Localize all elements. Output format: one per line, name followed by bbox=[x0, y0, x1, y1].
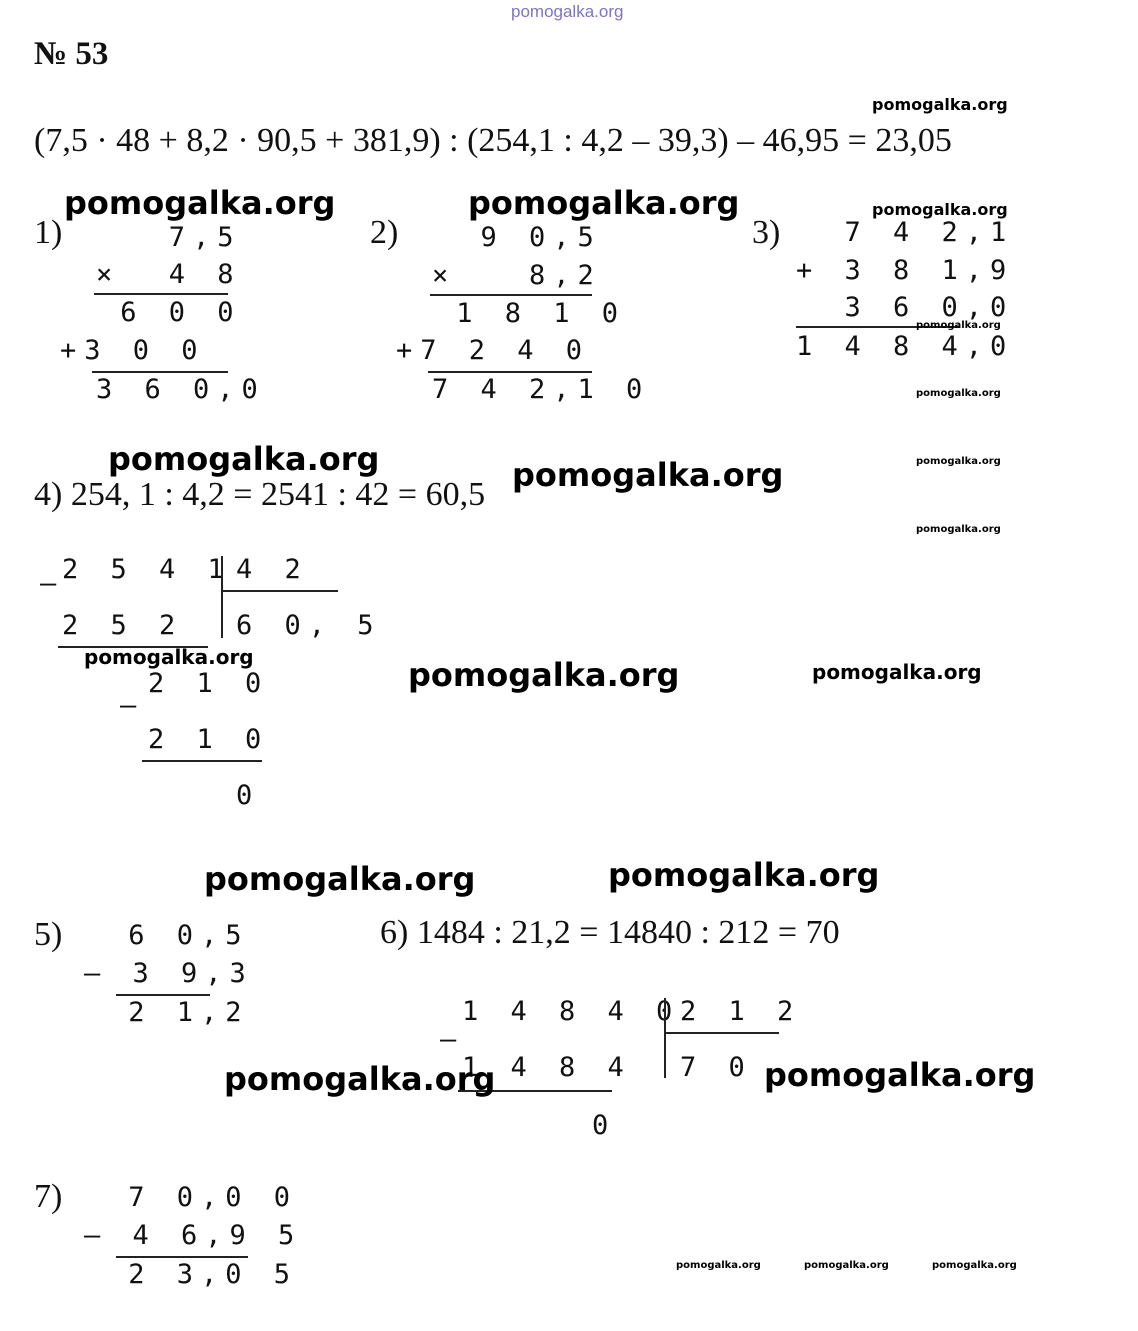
step-1-rule bbox=[92, 371, 228, 373]
step-4-sub2: 2 1 0 bbox=[148, 724, 270, 755]
step-1-row: 7,5 bbox=[96, 222, 242, 253]
step-5-row: 6 0,5 bbox=[104, 920, 250, 951]
step-6-sub1: 1 4 8 4 bbox=[462, 1052, 632, 1083]
step-4-quotient: 6 0, 5 bbox=[236, 610, 382, 641]
step-3-label: 3) bbox=[752, 214, 781, 251]
step-3-row: 1 4 8 4,0 bbox=[796, 331, 1015, 362]
step-3-row: 3 6 0,0 bbox=[796, 292, 1015, 323]
watermark-text: pomogalka.org bbox=[812, 660, 982, 684]
step-4-rule bbox=[142, 760, 262, 762]
watermark-text: pomogalka.org bbox=[108, 440, 380, 478]
watermark-text: pomogalka.org bbox=[204, 860, 476, 898]
watermark-text: pomogalka.org bbox=[468, 184, 740, 222]
step-4-dividend: 2 5 4 1 bbox=[62, 554, 232, 585]
watermark-text: pomogalka.org bbox=[872, 95, 1008, 114]
step-6-rem: 0 bbox=[592, 1110, 617, 1141]
step-1-row: 3 6 0,0 bbox=[96, 374, 266, 405]
step-6-quotient: 7 0 bbox=[680, 1052, 753, 1083]
step-5-rule bbox=[116, 994, 210, 996]
step-7-row: – 4 6,9 5 bbox=[84, 1220, 303, 1251]
watermark-text: pomogalka.org bbox=[224, 1060, 496, 1098]
step-4-sub1: 2 5 2 bbox=[62, 610, 184, 641]
step-4-equation: 4) 254, 1 : 4,2 = 2541 : 42 = 60,5 bbox=[34, 476, 486, 513]
watermark-text: pomogalka.org bbox=[608, 856, 880, 894]
problem-title: № 53 bbox=[34, 36, 109, 72]
step-3-row: + 3 8 1,9 bbox=[796, 255, 1015, 286]
step-7-label: 7) bbox=[34, 1178, 63, 1215]
step-4-minus: – bbox=[120, 690, 137, 721]
step-2-rule bbox=[430, 294, 592, 296]
step-6-minus: – bbox=[440, 1024, 457, 1055]
step-5-row: – 3 9,3 bbox=[84, 958, 254, 989]
step-4-division-bar bbox=[221, 556, 223, 638]
step-4-minus: – bbox=[40, 568, 57, 599]
top-watermark: pomogalka.org bbox=[511, 2, 624, 21]
watermark-text: pomogalka.org bbox=[916, 524, 1001, 535]
step-5-label: 5) bbox=[34, 916, 63, 953]
watermark-text: pomogalka.org bbox=[64, 184, 336, 222]
step-6-dividend: 1 4 8 4 0 bbox=[462, 996, 681, 1027]
watermark-text: pomogalka.org bbox=[872, 200, 1008, 219]
step-2-row: 7 4 2,1 0 bbox=[432, 374, 651, 405]
step-6-divisor: 2 1 2 bbox=[680, 996, 802, 1027]
step-5-row: 2 1,2 bbox=[104, 997, 250, 1028]
step-4-quotient-rule bbox=[222, 590, 338, 592]
step-1-row: 6 0 0 bbox=[96, 297, 242, 328]
watermark-text: pomogalka.org bbox=[676, 1260, 761, 1271]
watermark-text: pomogalka.org bbox=[932, 1260, 1017, 1271]
step-4-rem2: 0 bbox=[236, 780, 261, 811]
step-2-row: 9 0,5 bbox=[432, 222, 602, 253]
step-7-rule bbox=[116, 1256, 248, 1258]
watermark-text: pomogalka.org bbox=[916, 320, 1001, 331]
step-7-row: 7 0,0 0 bbox=[104, 1182, 299, 1213]
watermark-text: pomogalka.org bbox=[512, 456, 784, 494]
main-expression: (7,5 · 48 + 8,2 · 90,5 + 381,9) : (254,1 : 4,2 – 39,3) – 46,95 = 23,05 bbox=[34, 122, 952, 159]
step-2-row: +7 2 4 0 bbox=[396, 335, 591, 366]
step-1-label: 1) bbox=[34, 214, 63, 251]
step-4-rem1: 2 1 0 bbox=[148, 668, 270, 699]
step-3-row: 7 4 2,1 bbox=[796, 217, 1015, 248]
step-6-equation: 6) 1484 : 21,2 = 14840 : 212 = 70 bbox=[380, 914, 840, 951]
watermark-text: pomogalka.org bbox=[408, 656, 680, 694]
step-2-rule bbox=[428, 371, 592, 373]
step-2-row: 1 8 1 0 bbox=[432, 298, 627, 329]
step-2-row: × 8,2 bbox=[432, 260, 602, 291]
watermark-text: pomogalka.org bbox=[84, 645, 254, 669]
step-6-quotient-rule bbox=[665, 1032, 779, 1034]
step-1-rule bbox=[94, 293, 228, 295]
step-6-division-bar bbox=[664, 998, 666, 1078]
watermark-text: pomogalka.org bbox=[916, 456, 1001, 467]
step-2-label: 2) bbox=[370, 214, 399, 251]
step-4-divisor: 4 2 bbox=[236, 554, 309, 585]
step-1-row: × 4 8 bbox=[96, 259, 242, 290]
step-7-row: 2 3,0 5 bbox=[104, 1259, 299, 1290]
watermark-text: pomogalka.org bbox=[916, 388, 1001, 399]
watermark-text: pomogalka.org bbox=[764, 1056, 1036, 1094]
watermark-text: pomogalka.org bbox=[804, 1260, 889, 1271]
step-1-row: +3 0 0 bbox=[60, 335, 206, 366]
